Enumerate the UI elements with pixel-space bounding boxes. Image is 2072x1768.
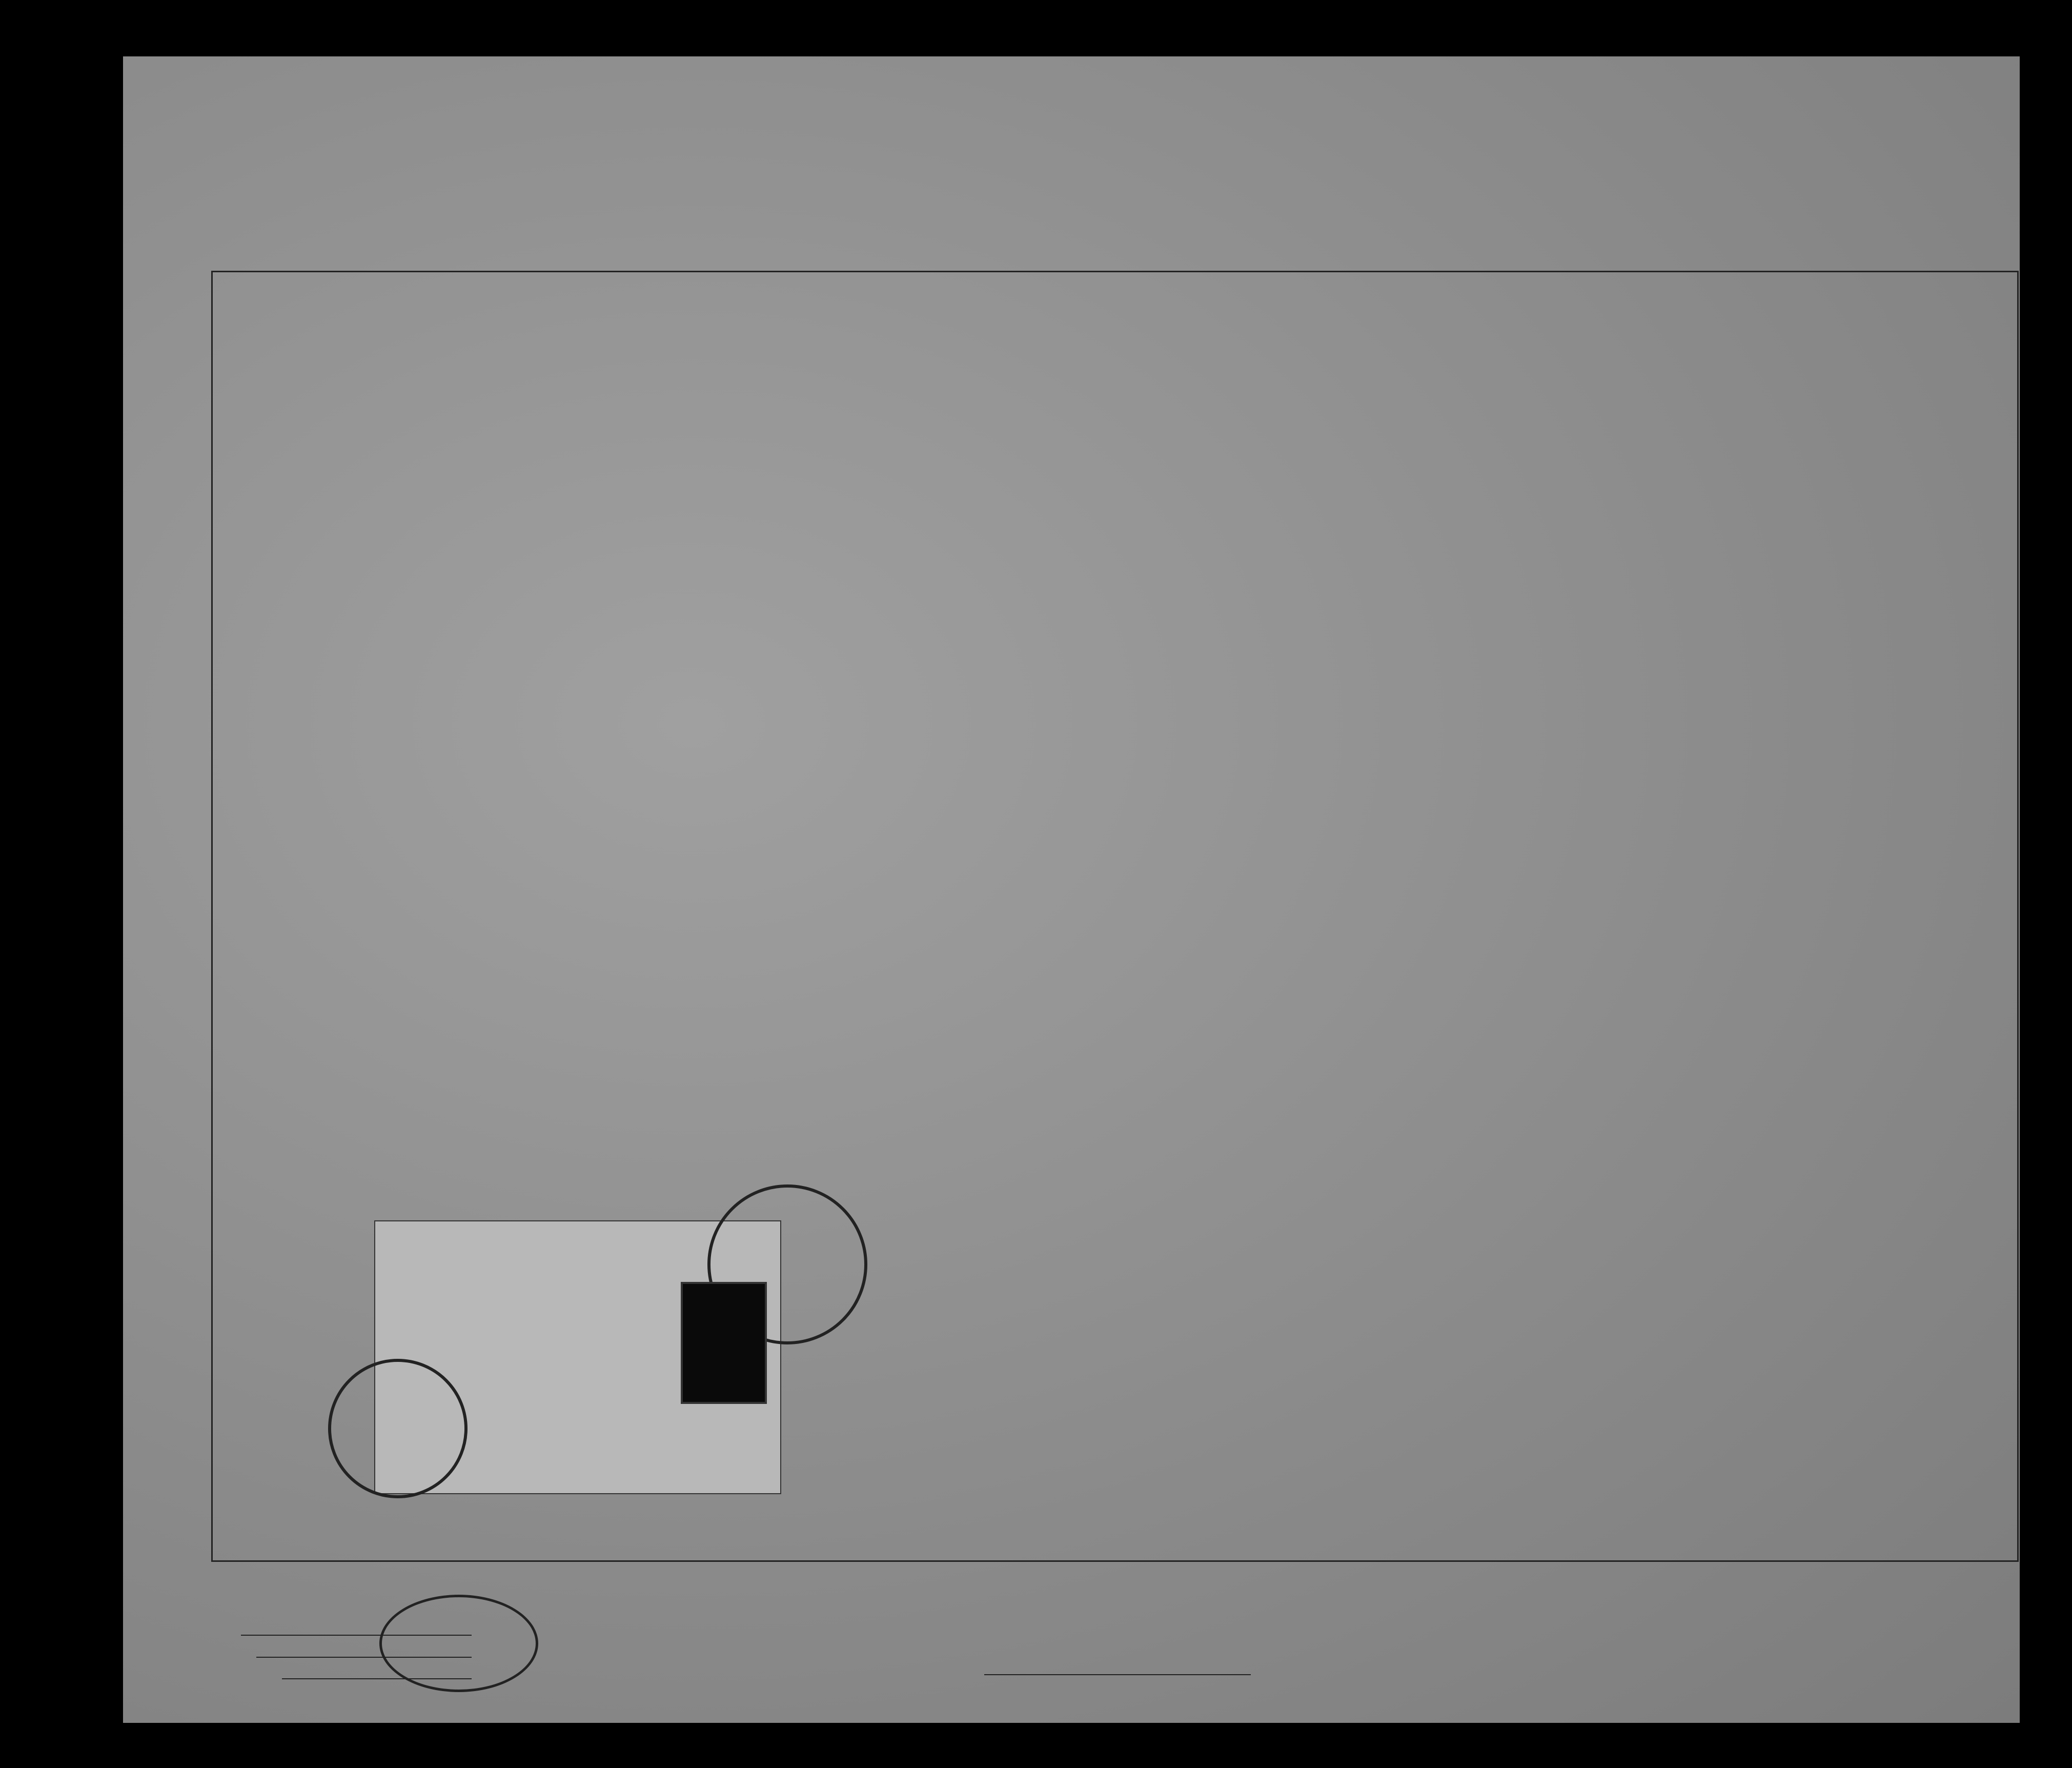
manifest-sheet (123, 56, 2020, 1723)
binder-hole (52, 1582, 75, 1604)
binder-hole (52, 572, 75, 594)
binder-hole (52, 226, 75, 248)
fee-stamp (681, 1282, 767, 1404)
binder-hole (52, 1677, 75, 1699)
agent-stamp (379, 1595, 538, 1692)
binder-hole (52, 313, 75, 335)
consulate-seal-lower (328, 1359, 468, 1498)
inspector-rule (984, 1674, 1251, 1675)
binder-hole (52, 1490, 75, 1512)
